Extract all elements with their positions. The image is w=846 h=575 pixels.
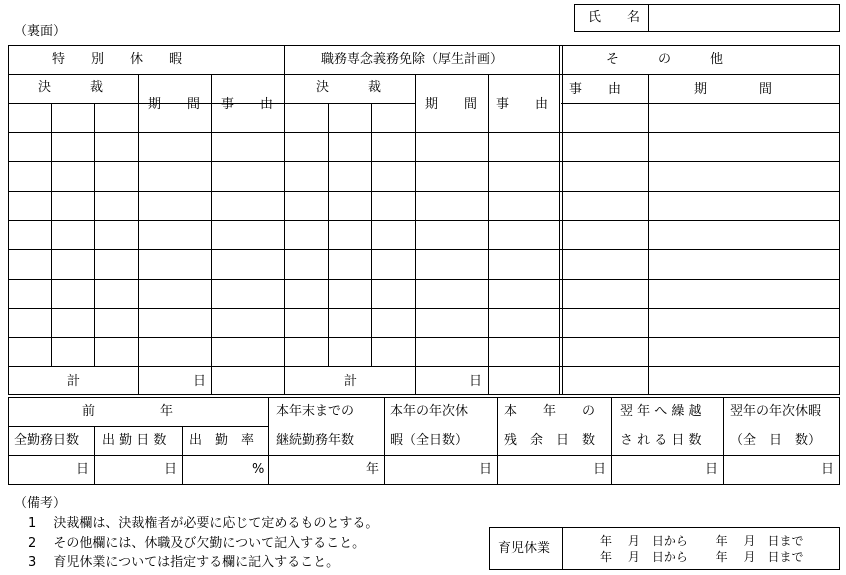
note-item: 1 決裁欄は、決裁権者が必要に応じて定めるものとする。 <box>28 516 379 531</box>
total-label-2: 計 <box>344 374 358 389</box>
next-annual-header-1: 翌年の年次休暇 <box>730 404 822 419</box>
full-workdays-header: 全勤務日数 <box>14 433 80 448</box>
next-annual-header-2: （全 日 数） <box>730 433 822 448</box>
next-annual-unit: 日 <box>821 462 835 477</box>
full-workdays-unit: 日 <box>76 462 90 477</box>
other-reason-header: 事 由 <box>569 82 622 97</box>
total-day-unit: 日 <box>193 374 207 389</box>
attendance-days-header: 出 勤 日 数 <box>102 433 167 448</box>
childcare-period-row-1: 年 月 日から 年 月 日まで <box>600 534 804 548</box>
period-header-2: 期 間 <box>425 97 478 112</box>
special-leave-header: 特 別 休 暇 <box>52 52 183 67</box>
continuous-years-header-1: 本年末までの <box>276 404 355 419</box>
annual-leave-header-1: 本年の年次休 <box>390 404 469 419</box>
reason-header: 事 由 <box>221 97 274 112</box>
total-day-unit-2: 日 <box>469 374 483 389</box>
continuous-years-header-2: 継続勤務年数 <box>276 433 355 448</box>
attendance-days-unit: 日 <box>164 462 178 477</box>
note-item: 3 育児休業については指定する欄に記入すること。 <box>28 555 340 570</box>
annual-leave-unit: 日 <box>479 462 493 477</box>
remaining-unit: 日 <box>593 462 607 477</box>
period-header: 期 間 <box>148 97 201 112</box>
attendance-rate-header: 出 勤 率 <box>189 433 255 448</box>
prev-year-header: 前 年 <box>82 404 174 419</box>
side-label: （裏面） <box>14 24 67 39</box>
approval-header: 決 裁 <box>38 80 104 95</box>
total-label: 計 <box>67 374 81 389</box>
childcare-period-row-2: 年 月 日から 年 月 日まで <box>600 550 804 564</box>
remaining-header-2: 残 余 日 数 <box>504 433 596 448</box>
reason-header-2: 事 由 <box>496 97 549 112</box>
annual-leave-header-2: 暇（全日数） <box>390 433 469 448</box>
note-item: 2 その他欄には、休職及び欠勤について記入すること。 <box>28 536 366 551</box>
attendance-rate-unit: % <box>252 462 265 477</box>
other-period-header: 期 間 <box>694 82 773 97</box>
remaining-header-1: 本 年 の <box>504 404 596 419</box>
approval-header-2: 決 裁 <box>316 80 382 95</box>
other-header: そ の 他 <box>606 52 724 67</box>
duty-exemption-header: 職務専念義務免除（厚生計画） <box>321 52 504 67</box>
notes-heading: （備考） <box>14 496 67 511</box>
carryover-header-2: さ れ る 日 数 <box>620 433 702 448</box>
carryover-unit: 日 <box>705 462 719 477</box>
carryover-header-1: 翌 年 へ 繰 越 <box>620 404 702 419</box>
childcare-label: 育児休業 <box>498 541 551 556</box>
name-label: 氏 名 <box>588 10 641 25</box>
continuous-years-unit: 年 <box>366 462 380 477</box>
